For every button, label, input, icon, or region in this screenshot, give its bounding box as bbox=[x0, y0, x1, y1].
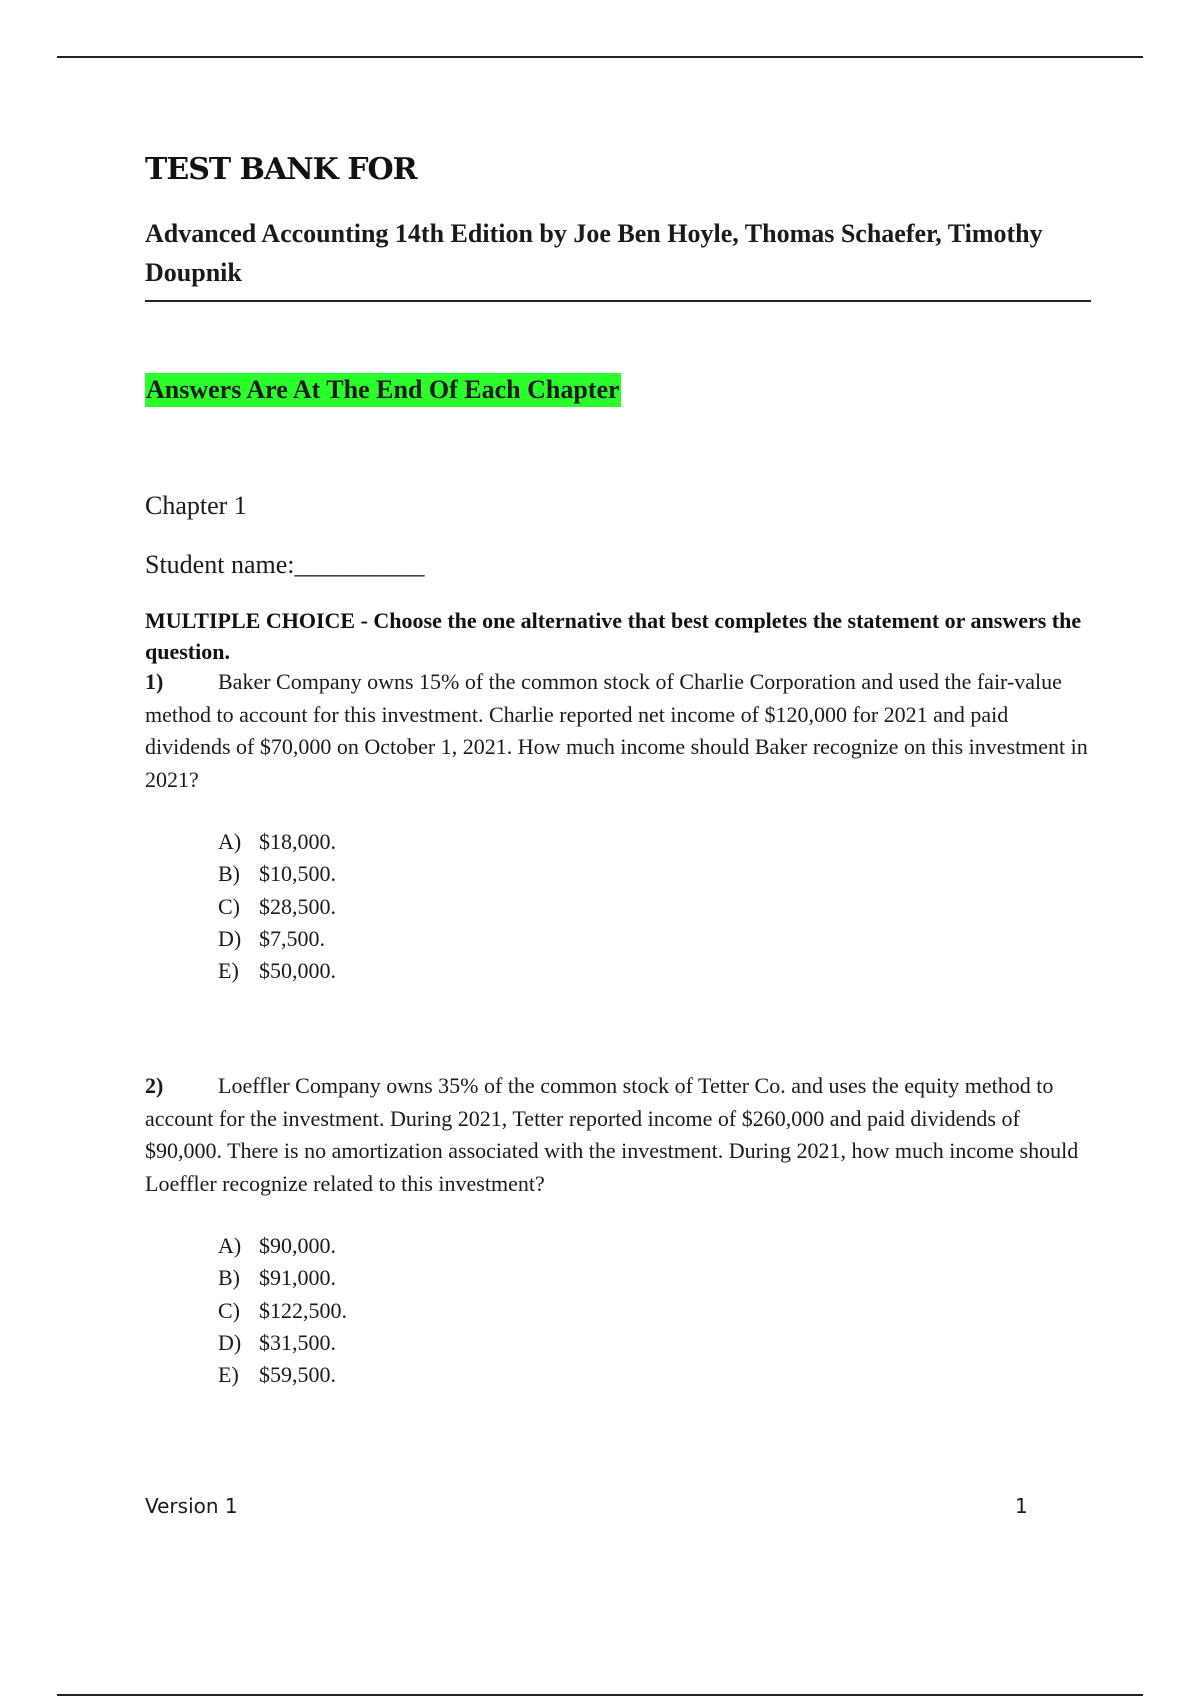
option-letter: B) bbox=[218, 861, 240, 887]
answer-option bbox=[218, 1295, 347, 1327]
option-letter: D) bbox=[218, 1329, 242, 1355]
answer-option bbox=[218, 1327, 347, 1359]
option-text: $59,500. bbox=[259, 1362, 336, 1388]
answers-notice-highlight: Answers Are At The End Of Each Chapter bbox=[145, 373, 621, 407]
option-text: $122,500. bbox=[259, 1297, 347, 1323]
footer-page-number: 1 bbox=[1015, 1494, 1028, 1518]
question-text: Loeffler Company owns 35% of the common stock of Tetter Co. and uses the equity method to account for the investment. During 2021, Tetter reported income of $260,000 and paid dividends of $90,000. There is no amortization associated with the investment. During 2021, how much income should Loeffler recognize related to this investment? bbox=[145, 1073, 1079, 1196]
answer-option bbox=[218, 1359, 347, 1391]
answer-option bbox=[218, 858, 336, 890]
option-text: $90,000. bbox=[259, 1233, 336, 1258]
book-title: Advanced Accounting 14th Edition by Joe Ben Hoyle, Thomas Schaefer, Timothy Doupnik bbox=[145, 214, 1091, 302]
chapter-label: Chapter 1 bbox=[145, 491, 247, 520]
option-text: $7,500. bbox=[259, 925, 325, 951]
document-title: TEST BANK FOR bbox=[145, 152, 417, 187]
answer-option bbox=[218, 955, 336, 987]
answer-option bbox=[218, 891, 336, 923]
question-number: 2) bbox=[145, 1073, 164, 1098]
answer-options-q2 bbox=[218, 1230, 347, 1391]
question-number: 1) bbox=[145, 669, 164, 694]
question-1 bbox=[145, 666, 1095, 796]
top-page-rule bbox=[57, 56, 1143, 58]
option-letter: A) bbox=[218, 1233, 242, 1258]
question-2 bbox=[145, 1070, 1095, 1200]
bottom-page-rule bbox=[57, 1694, 1143, 1696]
option-letter: D) bbox=[218, 925, 242, 951]
footer-version: Version 1 bbox=[145, 1494, 238, 1518]
option-letter: A) bbox=[218, 829, 242, 854]
option-text: $91,000. bbox=[259, 1265, 336, 1291]
student-name-line: Student name:__________ bbox=[145, 550, 425, 579]
option-text: $28,500. bbox=[259, 893, 336, 919]
multiple-choice-instructions: MULTIPLE CHOICE - Choose the one alternative that best completes the statement or answers the question. bbox=[145, 608, 1082, 664]
answer-option bbox=[218, 923, 336, 955]
answer-option bbox=[218, 1262, 347, 1294]
answer-option bbox=[218, 1230, 347, 1262]
option-letter: C) bbox=[218, 893, 240, 919]
option-text: $31,500. bbox=[259, 1329, 336, 1355]
option-text: $10,500. bbox=[259, 861, 336, 887]
option-text: $18,000. bbox=[259, 829, 336, 854]
answer-options-q1 bbox=[218, 826, 336, 987]
answer-option bbox=[218, 826, 336, 858]
option-letter: C) bbox=[218, 1297, 240, 1323]
option-text: $50,000. bbox=[259, 958, 336, 984]
option-letter: E) bbox=[218, 958, 239, 984]
option-letter: B) bbox=[218, 1265, 240, 1291]
option-letter: E) bbox=[218, 1362, 239, 1388]
question-text: Baker Company owns 15% of the common stock of Charlie Corporation and used the fair-value method to account for this investment. Charlie reported net income of $120,000 for 2021 and paid dividends of $70,000 on October 1, 2021. How much income should Baker recognize on this investment in 2021? bbox=[145, 669, 1088, 792]
